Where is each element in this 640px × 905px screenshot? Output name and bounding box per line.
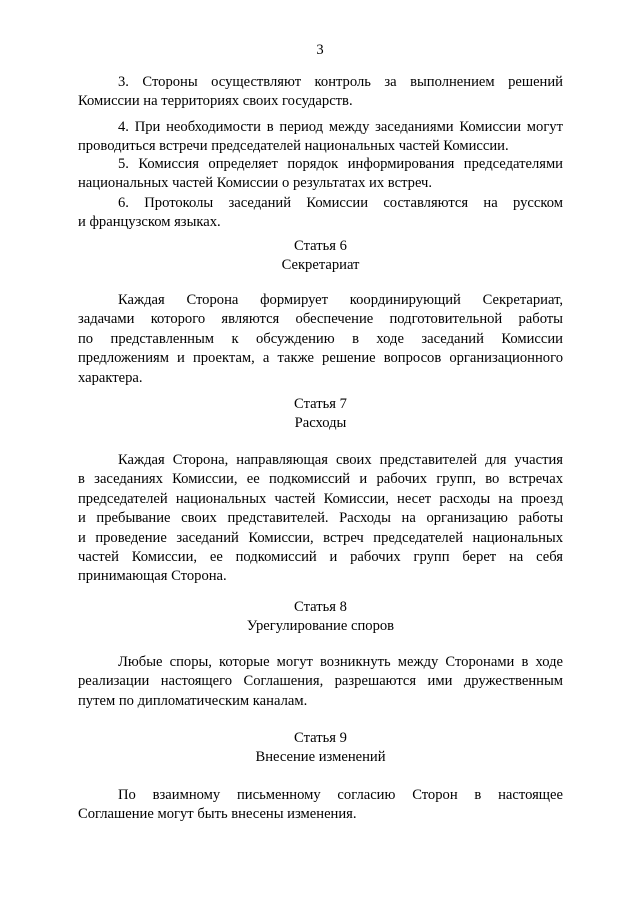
text-line: и проведение заседаний Комиссии, встреч председателей национальных	[78, 529, 563, 546]
paragraph-5	[78, 155, 563, 194]
article-6-heading	[78, 237, 563, 276]
paragraph-6	[78, 194, 563, 233]
article-number: Статья 8	[294, 599, 347, 615]
article-title: Урегулирование споров	[246, 618, 395, 635]
text-line: и французском языках.	[78, 214, 221, 231]
article-title: Внесение изменений	[255, 749, 386, 766]
article-9-paragraph	[78, 786, 563, 825]
article-6-paragraph	[78, 291, 563, 388]
article-title: Секретариат	[281, 257, 360, 274]
text-line: реализации настоящего Соглашения, разрешаются ими дружественным	[78, 673, 563, 690]
text-line: частей Комиссии, ее подкомиссий и рабочих групп берет на себя	[78, 549, 563, 566]
text-line: характера.	[78, 369, 143, 386]
text-line: задачами которого являются обеспечение подготовительной работы	[78, 311, 563, 328]
article-7-heading	[78, 395, 563, 434]
article-number: Статья 9	[294, 730, 347, 746]
text-line: Комиссии на территориях своих государств.	[78, 93, 353, 110]
article-7-paragraph	[78, 451, 563, 587]
paragraph-4	[78, 118, 563, 157]
text-line: Соглашение могут быть внесены изменения.	[78, 806, 357, 823]
text-line: предложениям и проектам, а также решение вопросов организационного	[78, 350, 563, 367]
text-line: национальных частей Комиссии о результатах их встреч.	[78, 175, 433, 192]
text-line: 6. Протоколы заседаний Комиссии составляются на русском	[118, 195, 563, 211]
text-line: Каждая Сторона формирует координирующий Секретариат,	[118, 292, 563, 308]
text-line: путем по дипломатическим каналам.	[78, 692, 308, 709]
article-number: Статья 7	[294, 396, 347, 412]
text-line: в заседаниях Комиссии, ее подкомиссий и рабочих групп, во встречах	[78, 471, 563, 488]
text-line: 5. Комиссия определяет порядок информирования председателями	[118, 156, 563, 172]
article-9-heading	[78, 729, 563, 768]
text-line: 3. Стороны осуществляют контроль за выполнением решений	[118, 74, 563, 90]
text-line: 4. При необходимости в период между заседаниями Комиссии могут	[118, 119, 563, 135]
text-line: и пребывание своих представителей. Расходы на организацию работы	[78, 510, 563, 527]
paragraph-3	[78, 73, 563, 112]
text-line: По взаимному письменному согласию Сторон в настоящее	[118, 787, 563, 803]
text-line: председателей национальных частей Комиссии, несет расходы на проезд	[78, 490, 563, 507]
article-8-paragraph	[78, 653, 563, 711]
text-line: Любые споры, которые могут возникнуть между Сторонами в ходе	[118, 654, 563, 670]
text-line: Каждая Сторона, направляющая своих представителей для участия	[118, 452, 563, 468]
article-title: Расходы	[294, 415, 347, 432]
article-number: Статья 6	[294, 238, 347, 254]
text-line: принимающая Сторона.	[78, 568, 227, 585]
page-number: 3	[316, 42, 324, 58]
article-8-heading	[78, 598, 563, 637]
text-line: по представленным к обсуждению в ходе заседаний Комиссии	[78, 330, 563, 347]
text-line: проводиться встречи председателей национальных частей Комиссии.	[78, 138, 509, 155]
